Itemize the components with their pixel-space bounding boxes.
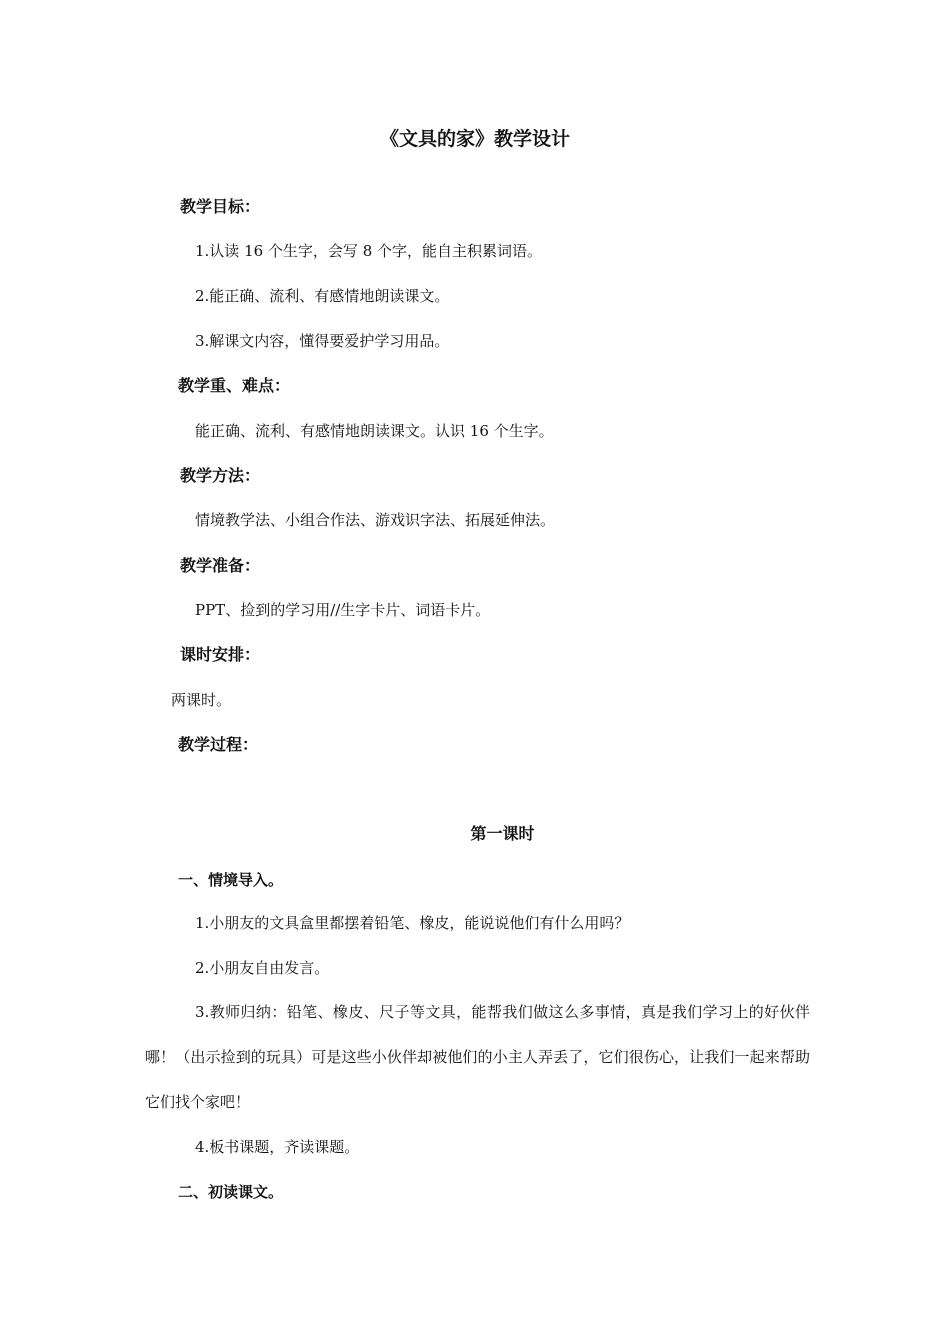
methods-heading: 教学方法： (180, 466, 261, 485)
lesson1-title: 第一课时 (470, 824, 535, 843)
key-points-text: 能正确、流利、有感情地朗读课文。认识 16 个生字。 (195, 422, 554, 440)
schedule-heading: 课时安排： (180, 645, 261, 664)
section1-item-2: 2.小朋友自由发言。 (195, 959, 330, 977)
objective-item-2: 2.能正确、流利、有感情地朗读课文。 (195, 287, 450, 305)
preparation-heading: 教学准备： (180, 556, 261, 575)
preparation-text: PPT、捡到的学习用//生字卡片、词语卡片。 (195, 601, 491, 619)
section2-heading: 二、初读课文。 (178, 1183, 284, 1201)
objectives-heading: 教学目标： (180, 197, 261, 216)
section1-item-4: 4.板书课题，齐读课题。 (195, 1138, 360, 1156)
document-title: 《文具的家》教学设计 (379, 128, 570, 150)
methods-text: 情境教学法、小组合作法、游戏识字法、拓展延伸法。 (195, 511, 556, 529)
key-points-heading: 教学重、难点： (178, 376, 291, 395)
objective-item-1: 1.认读 16 个生字，会写 8 个字，能自主积累词语。 (195, 242, 543, 260)
section1-item-1: 1.小朋友的文具盒里都摆着铅笔、橡皮，能说说他们有什么用吗？ (195, 914, 630, 932)
process-heading: 教学过程： (178, 735, 259, 754)
objective-item-3: 3.解课文内容，懂得要爱护学习用品。 (195, 332, 450, 350)
section1-item-3: 3.教师归纳：铅笔、橡皮、尺子等文具，能帮我们做这么多事情，真是我们学习上的好伙伴哪！（出示捡到的玩具）可是这些小伙伴却被他们的小主人弄丢了，它们很伤心，让我们一起来帮助它们找个家吧！ (145, 1003, 810, 1111)
schedule-text: 两课时。 (171, 691, 232, 709)
section1-heading: 一、情境导入。 (178, 871, 284, 889)
